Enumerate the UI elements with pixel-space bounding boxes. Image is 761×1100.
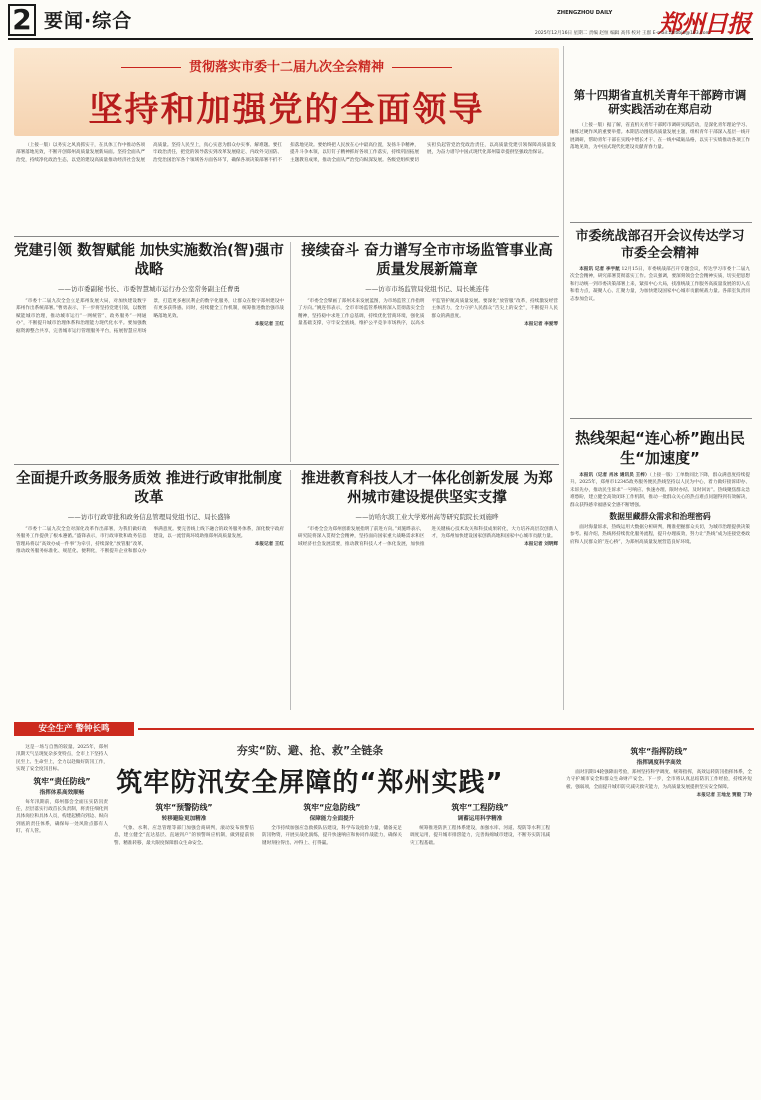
hotline-subhead: 数据里藏群众需求和治理密码	[609, 512, 711, 522]
hotline-title: 热线架起“连心桥”跑出民生“加速度”	[575, 429, 745, 467]
safety-subhead-2-mini: 转移避险更加精准	[161, 816, 207, 822]
paper-english-name: ZHENGZHOU DAILY	[557, 10, 613, 16]
safety-subhead-4: 筑牢“工程防线”	[451, 803, 509, 812]
right-mid-title: 市委统战部召开会议传达学习市委全会精神	[575, 229, 745, 261]
dateline: 2025年12月16日 星期二 责编 赵恒 编辑 高伟 校对 王群 E-mail:zzrbbjb@163.com	[534, 31, 710, 36]
safety-paragraph-2: 气象、水利、应急管理等部门加强会商研判，滚动发布预警信息，建立健全“直达基层、直通到户”的预警叫应机制，做到提前预警、精准转移，最大限度保障群众生命安全。	[114, 826, 254, 846]
lead-paragraph: （上接一版）以务实之风真抓实干，在具体工作中推动各项部署落地见效，不断开创郑州高质量发展新局面。坚持全面从严治党，持续净化政治生态，以党的建设高质量推动经济社会发展高质量。坚持人民至上，真心实意为群众办实事、解难题。要扛牢政治责任，把党的领导落实到改革发展稳定、内政外交国防、治党治国治军各个领域各方面各环节，确保各项决策部署不折不扣落地见效。要始终把人民放在心中最高位置，发扬斗争精神，提升斗争本领，以钉钉子精神抓好各项工作落实，持续巩固拓展主题教育成果，推动全面从严治党向纵深发展。各级党组织要切实担负起管党治党政治责任，以高质量党建引领保障高质量发展，为奋力谱写中国式现代化郑州篇章提供坚强政治保证。	[16, 143, 556, 163]
safety-section-label: 安全生产 警钟长鸣	[14, 722, 134, 736]
safety-intro: 这是一场与自然的较量。2025年，郑州汛期天气呈现复杂多变特点，全市上下坚持人民至上、生命至上，全力以赴做好防汛工作，实现了安全度汛目标。	[16, 745, 108, 773]
article4-title: 推进教育科技人才一体化创新发展 为郑州城市建设提供坚实支撑	[301, 471, 553, 506]
safety-subhead-3-mini: 保障能力全面提升	[309, 816, 355, 822]
safety-paragraph-5: 面对汛期14轮强降雨考验，郑州坚持科学调度、统筹指挥，高效运转防汛指挥体系，全力守护城市安全和群众生命财产安全。下一步，全市将认真总结防汛工作经验，持续补短板、强弱项，全面提升城市防灾减灾救灾能力，为高质量发展提供坚实安全保障。	[566, 770, 752, 790]
article2-body	[298, 298, 558, 458]
safety-section-rule	[138, 728, 754, 730]
right-mid-byline: 本报讯 记者 李宇航	[579, 267, 620, 272]
masthead-rule	[8, 38, 753, 40]
mid-divider	[14, 464, 559, 465]
paper-logo: 郑州日报	[658, 9, 750, 38]
lead-kicker: 贯彻落实市委十二届九次全会精神	[14, 56, 559, 75]
safety-col-3	[262, 800, 402, 1094]
lead-body	[16, 142, 556, 230]
article2-paragraph: “市委全会擘画了郑州未来发展蓝图，为市场监管工作指明了方向。”姚连伟表示，全市市场监管系统将深入贯彻落实全会精神，坚持稳中求进工作总基调，持续优化营商环境，强化质量基础支撑，守牢安全底线，维护公平竞争市场秩序，以高水平监管护航高质量发展。要深化“放管服”改革，持续激发经营主体活力，全力守护人民群众“舌尖上的安全”，不断提升人民群众的满意度。	[298, 299, 558, 327]
lead-title: 坚持和加强党的全面领导	[88, 90, 485, 130]
hotline-byline: 本报讯（记者 肖冰 通讯员 王梓）	[579, 473, 650, 478]
right-mid-body	[570, 266, 750, 414]
article2-signature: 本报记者 李爱琴	[524, 321, 558, 327]
article3-paragraph: “市委十二届九次全会对深化改革作出部署，为我们做好政务服务工作提供了根本遵循。”盛锋表示，市行政审批和政务信息管理局将以“高效办成一件事”为牵引，持续深化“放管服”改革，推动政务服务标准化、规范化、便利化，不断提升企业和群众办事满意度。要完善线上线下融合的政务服务体系，深化数字政府建设，以一流营商环境助推郑州高质量发展。	[16, 527, 284, 555]
safety-paragraph-3: 全市持续加强应急救援队伍建设，科学布设抢险力量，储备充足防汛物资，开展实战化演练，提升快速响应和协同作战能力，确保关键时刻拉得出、冲得上、打得赢。	[262, 826, 402, 846]
article1-paragraph: “市委十二届九次全会立足郑州发展大局，对加快建设数字郑州作出系统部署。”曹勇表示，下一步将坚持党建引领，以数智赋能城市治理，推动城市运行“一网统管”、政务服务“一网通办”，不断提升城市治理体系和治理能力现代化水平。要加强数据资源整合共享，完善城市运行管理服务平台，拓展智慧应用场景，打造更多惠民利企的数字化服务，让群众在数字郑州建设中有更多获得感。同时，持续健全工作机制，统筹推进数治强市战略落地见效。	[16, 299, 284, 334]
article-divider-1	[290, 242, 291, 462]
masthead	[0, 0, 761, 44]
article3-signature: 本报记者 王红	[254, 542, 284, 548]
article3-subtitle: ——访市行政审批和政务信息管理局党组书记、局长盛锋	[67, 513, 231, 521]
safety-col-2	[114, 800, 254, 1094]
article1-body	[16, 298, 284, 458]
safety-section-bar	[14, 722, 754, 736]
safety-subhead-1: 筑牢“责任防线”	[33, 776, 91, 786]
safety-col-1	[16, 744, 108, 1094]
safety-col-4	[410, 800, 550, 1094]
article3-body	[16, 526, 284, 710]
safety-kicker: 夯实“防、避、抢、救”全链条	[236, 744, 384, 757]
safety-title: 筑牢防汛安全屏障的“郑州实践”	[116, 768, 504, 798]
article4-paragraph: “市委全会为郑州创新发展指明了前进方向。”刘施晔表示，研究院将深入贯彻全会精神，坚持面向国家重大战略需求和区域经济社会发展需要，推动教育科技人才一体化发展，加快推进关键核心技术攻关和科技成果转化，大力培养高层次创新人才，为郑州加快建设国家创新高地和国家中心城市贡献力量。	[298, 527, 558, 547]
article1-subtitle: ——访市委副秘书长、市委智慧城市运行办公室常务副主任曹勇	[58, 285, 240, 293]
hotline-body	[570, 472, 750, 710]
right-mid-paragraph: 12月15日，市委统战部召开专题会议，传达学习市委十二届九次全会精神，研究部署贯彻落实工作。会议强调，要深刻领会全会精神实质，切实把思想和行动统一到市委决策部署上来，紧扣中心大局，找准统战工作服务高质量发展的切入点和着力点，凝聚人心、汇聚力量，为加快建设国家中心城市贡献统战力量。各部室负责同志参加会议。	[570, 267, 750, 302]
safety-subhead-5: 筑牢“指挥防线”	[630, 747, 688, 756]
article3-title: 全面提升政务服务质效 推进行政审批制度改革	[15, 471, 283, 506]
lead-divider	[14, 236, 559, 237]
page-number: 2	[8, 4, 36, 36]
safety-subhead-4-mini: 调蓄运用科学精准	[457, 816, 503, 822]
safety-subhead-5-mini: 指挥调度科学高效	[636, 760, 682, 766]
right-top-body	[570, 122, 750, 218]
hotline-paragraph-2: 面对海量诉求，热线运用大数据分析研判，精准把握群众关切，为城市治理提供决策参考。据介绍，热线将持续优化服务流程，提升办理质效，努力让“热线”成为连接党委政府和人民群众的“连心桥”，为郑州高质量发展营造良好环境。	[570, 525, 750, 545]
article2-title: 接续奋斗 奋力谱写全市市场监管事业高质量发展新篇章	[301, 243, 553, 278]
right-top-paragraph: （上接一版）据了解，省直机关青年干部跨市调研实践活动，是深化青年理论学习、锤炼过硬作风的重要举措。本期活动围绕高质量发展主题，组织青年干部深入基层一线开展调研，帮助青年干部在实践中增长才干、在一线中砥砺品格，以实干实绩推动各项工作落地见效，为中国式现代化建设贡献青春力量。	[570, 123, 750, 151]
section-name: 要闻·综合	[44, 10, 133, 32]
article2-subtitle: ——访市市场监管局党组书记、局长姚连伟	[365, 285, 489, 293]
safety-subhead-1-mini: 指挥体系高效顺畅	[39, 789, 85, 796]
safety-signature: 本报记者 王地龙 贾毅 丁玲	[696, 792, 752, 798]
article1-title: 党建引领 数智赋能 加快实施数治(智)强市战略	[14, 243, 284, 278]
safety-subhead-3: 筑牢“应急防线”	[303, 803, 361, 812]
right-divider-1	[570, 222, 752, 223]
article4-body	[298, 526, 558, 710]
article4-signature: 本报记者 刘明辉	[524, 542, 558, 548]
safety-col-5	[566, 744, 752, 1094]
article1-signature: 本报记者 王红	[254, 321, 284, 327]
column-divider	[563, 46, 564, 710]
article-divider-2	[290, 470, 291, 710]
hotline-paragraph: （上接一版）工单数同比下降，群众满意度持续提升。2025年，郑州市12345政务服务便民热线坚持以人民为中心，着力做好接诉即办、未诉先办，推动民生诉求“一号响应、快速办理、限时办结、及时回访”。热线聚焦群众急难愁盼，建立健全高效闭环工作机制，推动一批群众关心的热点难点问题得到有效解决，群众获得感幸福感安全感不断增强。	[570, 473, 750, 508]
safety-subhead-2: 筑牢“预警防线”	[155, 803, 213, 812]
right-divider-2	[570, 418, 752, 419]
safety-paragraph-4: 统筹推进防洪工程体系建设，加强水库、河道、堤防等水利工程调度运用，提升城市排涝能力，完善海绵城市建设，不断夯实防汛减灾工程基础。	[410, 826, 550, 846]
right-top-title: 第十四期省直机关青年干部跨市调研实践活动在郑启动	[573, 88, 747, 116]
article4-subtitle: ——访哈尔滨工业大学郑州高等研究院院长刘施晔	[355, 513, 499, 521]
lead-banner	[14, 48, 559, 136]
safety-paragraph-1: 每年汛期前，郑州都会全面压实防汛责任，层层落实行政首长负责制，将责任细化到具体岗位和具体人员，构建起横向到边、纵向到底的责任体系，确保每一处风险点都有人盯、有人管。	[16, 799, 108, 835]
